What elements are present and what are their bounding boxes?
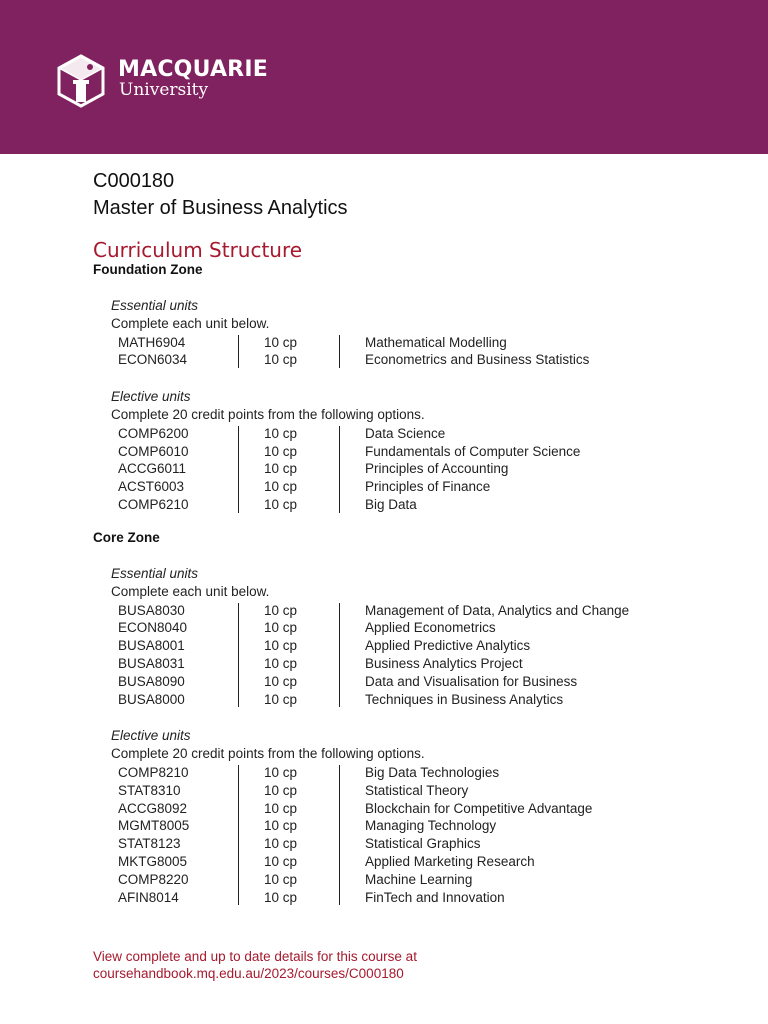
- unit-name: Principles of Accounting: [365, 461, 509, 477]
- unit-credit-points: 10 cp: [264, 443, 298, 459]
- unit-row: [118, 673, 718, 691]
- column-divider: [238, 426, 239, 513]
- unit-row: [118, 764, 718, 782]
- unit-credit-points: 10 cp: [264, 818, 298, 834]
- unit-row: [118, 496, 718, 514]
- unit-code: BUSA8000: [118, 691, 185, 707]
- unit-group-title: Elective units: [111, 728, 191, 744]
- column-divider: [339, 603, 340, 708]
- logo-wordmark: MACQUARIE: [118, 57, 268, 82]
- unit-row: [118, 602, 718, 620]
- unit-credit-points: 10 cp: [264, 497, 298, 512]
- unit-name: Management of Data, Analytics and Change: [365, 602, 630, 618]
- section-title: Curriculum Structure: [93, 238, 303, 262]
- unit-row: [118, 460, 718, 478]
- unit-credit-points: 10 cp: [264, 673, 298, 689]
- unit-code: BUSA8001: [118, 638, 185, 654]
- university-logo[interactable]: [56, 54, 268, 108]
- unit-name: Blockchain for Competitive Advantage: [365, 800, 593, 816]
- unit-row: [118, 478, 718, 496]
- unit-name: Business Analytics Project: [365, 656, 523, 671]
- unit-group-title: Essential units: [111, 298, 199, 313]
- unit-credit-points: 10 cp: [264, 334, 298, 350]
- unit-row: [118, 782, 718, 800]
- unit-credit-points: 10 cp: [264, 889, 298, 905]
- unit-code: STAT8310: [118, 782, 181, 798]
- unit-code: COMP8220: [118, 871, 189, 887]
- unit-group-title: Elective units: [111, 389, 191, 405]
- unit-credit-points: 10 cp: [264, 620, 298, 636]
- unit-row: [118, 619, 718, 637]
- unit-row: [118, 889, 718, 907]
- unit-code: AFIN8014: [118, 889, 179, 905]
- unit-credit-points: 10 cp: [264, 638, 298, 654]
- unit-code: COMP6210: [118, 497, 189, 512]
- unit-name: Big Data: [365, 497, 417, 512]
- unit-credit-points: 10 cp: [264, 479, 298, 495]
- unit-name: Statistical Theory: [365, 782, 469, 798]
- unit-code: ACCG8092: [118, 800, 188, 816]
- unit-code: BUSA8090: [118, 673, 185, 689]
- unit-credit-points: 10 cp: [264, 461, 298, 477]
- unit-row: [118, 655, 718, 673]
- unit-code: ECON6034: [118, 352, 188, 368]
- unit-row: [118, 637, 718, 655]
- unit-name: Fundamentals of Computer Science: [365, 443, 581, 459]
- unit-row: [118, 443, 718, 461]
- unit-code: COMP6010: [118, 443, 189, 459]
- unit-group-instruction: Complete 20 credit points from the following options.: [111, 746, 425, 762]
- unit-code: ACST6003: [118, 479, 185, 495]
- unit-credit-points: 10 cp: [264, 602, 298, 618]
- unit-name: Machine Learning: [365, 871, 473, 887]
- unit-code: COMP6200: [118, 425, 189, 441]
- unit-name: Mathematical Modelling: [365, 334, 507, 350]
- unit-code: ACCG6011: [118, 461, 187, 477]
- unit-name: Big Data Technologies: [365, 765, 500, 780]
- unit-row: [118, 425, 718, 443]
- course-title: Master of Business Analytics: [93, 197, 348, 219]
- unit-group-instruction: Complete 20 credit points from the following options.: [111, 407, 425, 422]
- unit-row: [118, 817, 718, 835]
- column-divider: [339, 335, 340, 369]
- unit-name: Principles of Finance: [365, 479, 491, 495]
- unit-name: Econometrics and Business Statistics: [365, 352, 590, 368]
- unit-code: BUSA8030: [118, 602, 185, 618]
- unit-code: COMP8210: [118, 765, 189, 780]
- unit-row: [118, 853, 718, 871]
- unit-group-instruction: Complete each unit below.: [111, 315, 270, 331]
- unit-row: [118, 800, 718, 818]
- unit-credit-points: 10 cp: [264, 800, 298, 816]
- column-divider: [238, 603, 239, 708]
- university-crest-icon: [56, 54, 106, 108]
- unit-credit-points: 10 cp: [264, 765, 298, 780]
- course-code: C000180: [93, 170, 175, 192]
- column-divider: [339, 426, 340, 513]
- unit-row: [118, 871, 718, 889]
- zone-title: Foundation Zone: [93, 262, 203, 277]
- column-divider: [238, 765, 239, 905]
- unit-name: Applied Predictive Analytics: [365, 638, 531, 654]
- unit-credit-points: 10 cp: [264, 871, 298, 887]
- header-banner: [0, 0, 768, 154]
- unit-row: [118, 835, 718, 853]
- unit-name: Managing Technology: [365, 818, 497, 834]
- unit-credit-points: 10 cp: [264, 782, 298, 798]
- unit-name: Applied Marketing Research: [365, 854, 535, 869]
- unit-row: [118, 691, 718, 709]
- unit-credit-points: 10 cp: [264, 352, 298, 368]
- unit-row: [118, 351, 718, 369]
- unit-row: [118, 334, 718, 352]
- logo-subtitle: University: [119, 80, 209, 100]
- footer-text: View complete and up to date details for this course at: [93, 949, 417, 964]
- unit-group-title: Essential units: [111, 566, 199, 581]
- unit-credit-points: 10 cp: [264, 836, 298, 852]
- unit-code: MGMT8005: [118, 818, 190, 834]
- footer: [93, 948, 417, 982]
- column-divider: [238, 335, 239, 369]
- unit-name: Techniques in Business Analytics: [365, 691, 564, 707]
- unit-credit-points: 10 cp: [264, 656, 298, 671]
- unit-code: MKTG8005: [118, 854, 188, 869]
- unit-code: ECON8040: [118, 620, 188, 636]
- column-divider: [339, 765, 340, 905]
- unit-code: STAT8123: [118, 836, 181, 852]
- unit-name: Data and Visualisation for Business: [365, 673, 578, 689]
- unit-name: Statistical Graphics: [365, 836, 481, 852]
- unit-credit-points: 10 cp: [264, 425, 298, 441]
- unit-name: FinTech and Innovation: [365, 889, 505, 905]
- unit-code: BUSA8031: [118, 656, 185, 671]
- unit-code: MATH6904: [118, 334, 186, 350]
- unit-credit-points: 10 cp: [264, 854, 298, 869]
- unit-group-instruction: Complete each unit below.: [111, 583, 270, 599]
- course-handbook-link[interactable]: coursehandbook.mq.edu.au/2023/courses/C000180: [93, 966, 404, 981]
- unit-name: Data Science: [365, 425, 446, 441]
- zone-title: Core Zone: [93, 530, 160, 545]
- unit-name: Applied Econometrics: [365, 620, 496, 636]
- unit-credit-points: 10 cp: [264, 691, 298, 707]
